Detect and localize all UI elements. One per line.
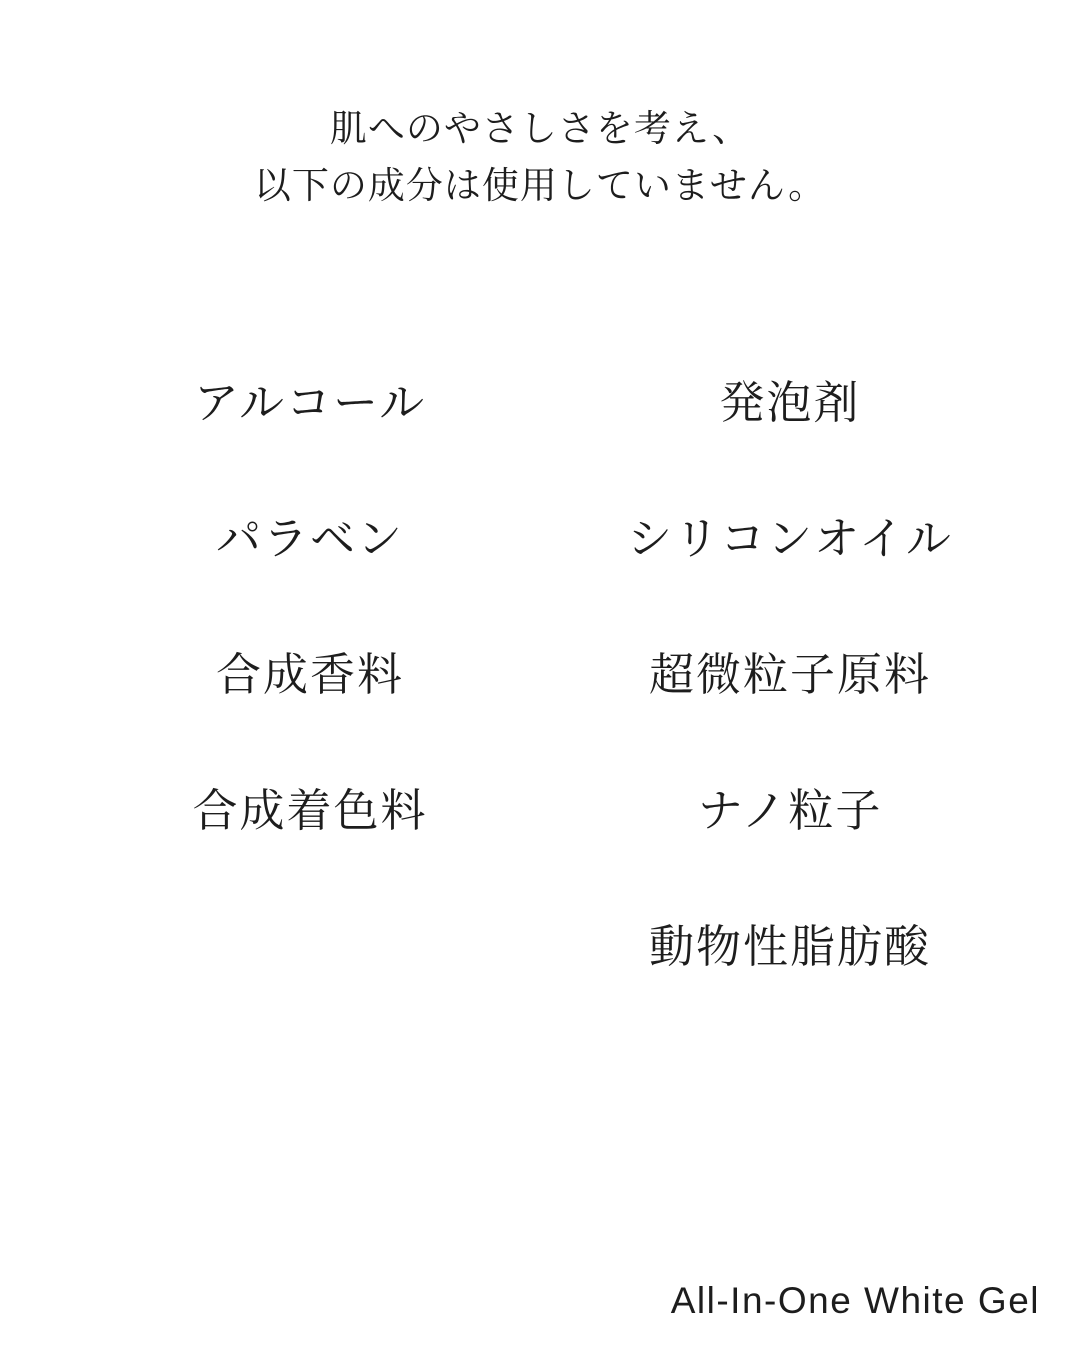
product-name: All-In-One White Gel bbox=[670, 1280, 1040, 1321]
ingredient-foaming-agent: 発泡剤 bbox=[719, 376, 861, 428]
ingredient-animal-fatty-acid: 動物性脂肪酸 bbox=[648, 920, 931, 972]
header-line-2: 以下の成分は使用していません。 bbox=[253, 165, 827, 206]
ingredient-nano-particles: ナノ粒子 bbox=[697, 784, 883, 836]
ingredient-paraben: パラベン bbox=[215, 512, 404, 564]
header-notice bbox=[0, 100, 1080, 214]
ingredient-ultrafine-particles: 超微粒子原料 bbox=[648, 648, 931, 700]
ingredient-synthetic-fragrance: 合成香料 bbox=[215, 648, 404, 700]
ingredient-alcohol: アルコール bbox=[193, 376, 427, 428]
ingredient-silicone-oil: シリコンオイル bbox=[627, 512, 953, 564]
header-line-1: 肌へのやさしさを考え、 bbox=[329, 108, 751, 149]
ingredient-column-left bbox=[40, 330, 580, 874]
ingredient-column-right bbox=[520, 330, 1060, 1010]
ingredient-synthetic-colorant: 合成着色料 bbox=[192, 784, 428, 836]
